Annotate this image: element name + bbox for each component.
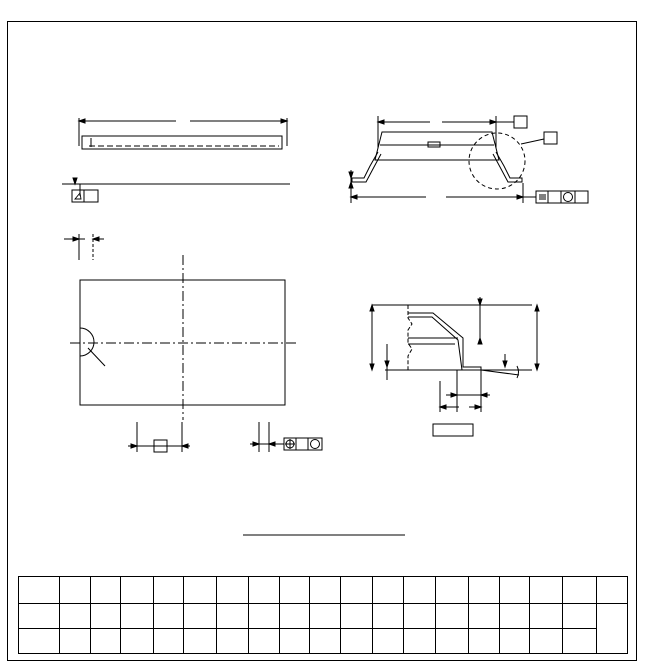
col-bp — [184, 577, 217, 604]
cell-A3 — [153, 629, 184, 654]
cell-v — [469, 604, 500, 629]
cell-e — [310, 629, 341, 654]
cell-y — [530, 629, 563, 654]
cell-A1 — [90, 604, 121, 629]
cell-Q — [436, 604, 469, 629]
cell-v — [469, 629, 500, 654]
col-A — [60, 577, 91, 604]
cell-E — [279, 604, 310, 629]
table-header-row — [19, 577, 628, 604]
cell-D — [249, 629, 280, 654]
cell-Lp — [403, 604, 436, 629]
col-w — [499, 577, 530, 604]
cell-A2 — [121, 604, 154, 629]
cell-L — [373, 604, 404, 629]
col-v — [469, 577, 500, 604]
table-row-inches — [19, 629, 628, 654]
col-HE — [340, 577, 373, 604]
cell-Z — [562, 604, 597, 629]
cell-theta — [597, 604, 628, 654]
cell-w — [499, 629, 530, 654]
cell-L — [373, 629, 404, 654]
col-A1 — [90, 577, 121, 604]
col-Lp — [403, 577, 436, 604]
cell-A3 — [153, 604, 184, 629]
col-unit — [19, 577, 60, 604]
cell-e — [310, 604, 341, 629]
cell-HE — [340, 629, 373, 654]
cell-unit — [19, 629, 60, 654]
cell-HE — [340, 604, 373, 629]
col-D — [249, 577, 280, 604]
col-A3 — [153, 577, 184, 604]
col-L — [373, 577, 404, 604]
cell-y — [530, 604, 563, 629]
cell-Z — [562, 629, 597, 654]
cell-bp — [184, 629, 217, 654]
col-e — [310, 577, 341, 604]
cell-E — [279, 629, 310, 654]
cell-c — [216, 604, 249, 629]
cell-A2 — [121, 629, 154, 654]
cell-A — [60, 629, 91, 654]
cell-A — [60, 604, 91, 629]
end-view — [0, 0, 588, 203]
cell-unit — [19, 604, 60, 629]
col-E — [279, 577, 310, 604]
table-row-mm — [19, 604, 628, 629]
col-c — [216, 577, 249, 604]
side-view-top — [62, 115, 290, 202]
cell-c — [216, 629, 249, 654]
cell-D — [249, 604, 280, 629]
col-A2 — [121, 577, 154, 604]
col-theta — [597, 577, 628, 604]
dimensions-table — [18, 576, 628, 654]
col-Q — [436, 577, 469, 604]
cell-A1 — [90, 629, 121, 654]
top-view — [0, 0, 322, 452]
cell-Q — [436, 629, 469, 654]
cell-bp — [184, 604, 217, 629]
col-Z — [562, 577, 597, 604]
cell-Lp — [403, 629, 436, 654]
col-y — [530, 577, 563, 604]
cell-w — [499, 604, 530, 629]
